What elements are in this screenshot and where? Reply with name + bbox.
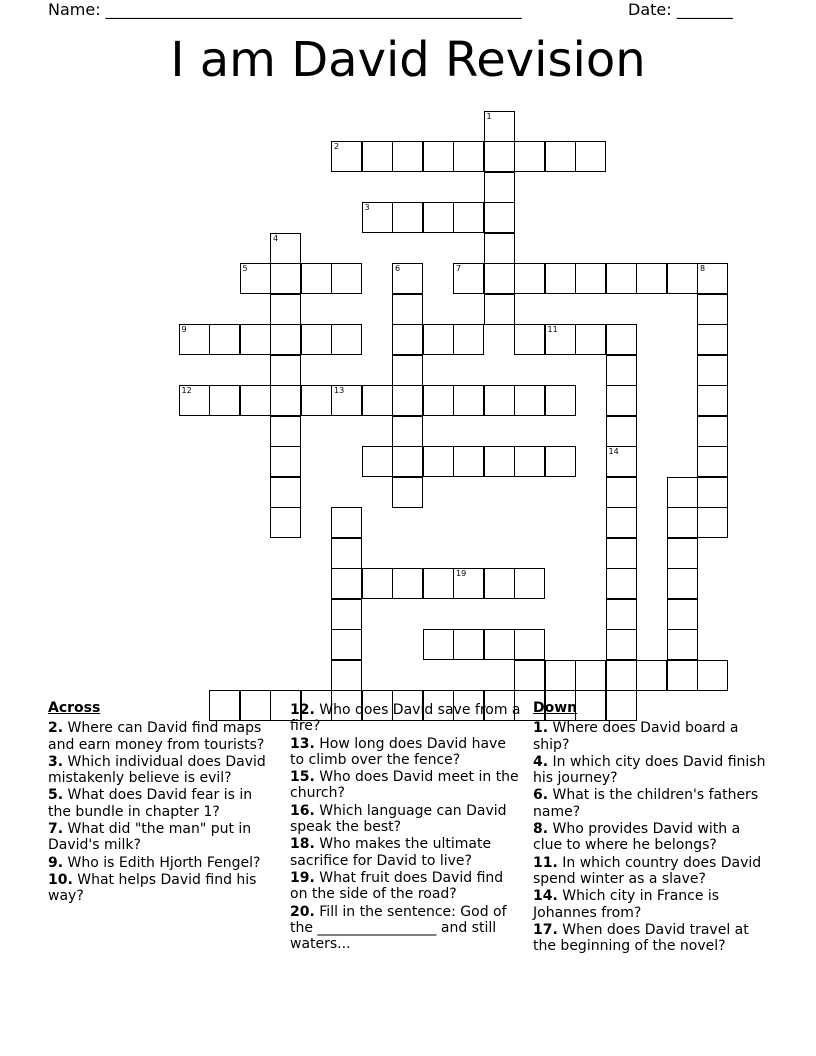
grid-cell[interactable]	[362, 141, 393, 172]
grid-cell[interactable]	[545, 263, 576, 294]
clue-down-6: 6. What is the children's fathers name?	[533, 787, 759, 820]
clue-down-1: 1. Where does David board a ship?	[533, 720, 739, 753]
grid-cell[interactable]	[423, 568, 454, 599]
grid-cell[interactable]	[331, 629, 362, 660]
clue-number: 14	[608, 447, 619, 456]
grid-cell[interactable]	[697, 507, 728, 538]
grid-cell[interactable]	[331, 568, 362, 599]
grid-cell[interactable]	[514, 446, 545, 477]
grid-cell[interactable]	[545, 141, 576, 172]
grid-cell[interactable]	[331, 385, 362, 416]
grid-cell[interactable]	[209, 324, 240, 355]
grid-cell[interactable]	[484, 263, 515, 294]
grid-cell[interactable]	[179, 324, 210, 355]
clue-number: 4	[273, 233, 279, 243]
grid-cell[interactable]	[697, 446, 728, 477]
grid-cell[interactable]	[484, 141, 515, 172]
grid-cell[interactable]	[453, 141, 484, 172]
clue-number: 2	[334, 142, 340, 151]
across-heading: Across	[48, 700, 101, 716]
clue-across-5: 5. What does David fear is in the bundle in chapter 1?	[48, 787, 253, 820]
grid-cell[interactable]	[240, 385, 271, 416]
grid-cell[interactable]	[270, 233, 301, 264]
clue-number: 11	[547, 325, 558, 334]
grid-cell[interactable]	[697, 294, 728, 325]
grid-cell[interactable]	[697, 324, 728, 355]
clue-across-16: 16. Which language can David speak the best?	[290, 802, 507, 836]
grid-cell[interactable]	[667, 660, 698, 691]
grid-cell[interactable]	[453, 324, 484, 355]
grid-cell[interactable]	[453, 629, 484, 660]
grid-cell[interactable]	[606, 599, 637, 630]
grid-cell[interactable]	[240, 324, 271, 355]
grid-cell[interactable]	[606, 355, 637, 386]
grid-cell[interactable]	[636, 660, 667, 691]
grid-cell[interactable]	[392, 202, 423, 233]
clue-across-12: 12. Who does David save from a fire?	[290, 702, 521, 735]
grid-cell[interactable]	[606, 660, 637, 691]
clue-number: 5	[242, 264, 248, 273]
grid-cell[interactable]	[423, 141, 454, 172]
page-title: I am David Revision	[170, 32, 646, 88]
grid-cell[interactable]	[697, 477, 728, 508]
grid-cell[interactable]	[575, 263, 606, 294]
grid-cell[interactable]	[392, 385, 423, 416]
grid-cell[interactable]	[179, 385, 210, 416]
grid-cell[interactable]	[514, 660, 545, 691]
grid-cell[interactable]	[331, 507, 362, 538]
grid-cell[interactable]	[697, 355, 728, 386]
clue-across-20: 20. Fill in the sentence: God of the _________________ and still waters...	[290, 903, 507, 953]
grid-cell[interactable]	[453, 263, 484, 294]
grid-cell[interactable]	[362, 568, 393, 599]
grid-cell[interactable]	[606, 507, 637, 538]
clue-down-17: 17. When does David travel at the beginning of the novel?	[533, 921, 749, 955]
clue-across-18: 18. Who makes the ultimate sacrifice for David to live?	[290, 836, 492, 869]
grid-cell[interactable]	[392, 263, 423, 294]
grid-cell[interactable]	[453, 202, 484, 233]
grid-cell[interactable]	[545, 446, 576, 477]
grid-cell[interactable]	[697, 385, 728, 416]
grid-cell[interactable]	[606, 263, 637, 294]
grid-cell[interactable]	[392, 141, 423, 172]
grid-cell[interactable]	[606, 538, 637, 569]
grid-cell[interactable]	[270, 324, 301, 355]
grid-cell[interactable]	[270, 446, 301, 477]
grid-cell[interactable]	[240, 263, 271, 294]
grid-cell[interactable]	[667, 263, 698, 294]
grid-cell[interactable]	[484, 233, 515, 264]
grid-cell[interactable]	[606, 629, 637, 660]
grid-cell[interactable]	[270, 416, 301, 447]
clue-number: 1	[486, 111, 492, 121]
clue-number: 13	[334, 386, 345, 395]
grid-cell[interactable]	[362, 446, 393, 477]
grid-cell[interactable]	[392, 324, 423, 355]
clue-across-2: 2. Where can David find maps and earn money from tourists?	[48, 720, 265, 753]
clue-number: 8	[700, 264, 706, 273]
grid-cell[interactable]	[484, 202, 515, 233]
grid-cell[interactable]	[667, 538, 698, 569]
grid-cell[interactable]	[301, 385, 332, 416]
date-field-label: Date: _______	[628, 0, 733, 19]
grid-cell[interactable]	[362, 202, 393, 233]
grid-cell[interactable]	[331, 660, 362, 691]
grid-cell[interactable]	[514, 568, 545, 599]
grid-cell[interactable]	[606, 446, 637, 477]
grid-cell[interactable]	[453, 446, 484, 477]
down-clues-column	[533, 700, 768, 955]
grid-cell[interactable]	[362, 385, 393, 416]
grid-cell[interactable]	[301, 324, 332, 355]
clue-number: 9	[181, 325, 187, 334]
grid-cell[interactable]	[331, 599, 362, 630]
grid-cell[interactable]	[575, 324, 606, 355]
grid-cell[interactable]	[606, 477, 637, 508]
grid-cell[interactable]	[697, 660, 728, 691]
grid-cell[interactable]	[667, 629, 698, 660]
grid-cell[interactable]	[514, 263, 545, 294]
grid-cell[interactable]	[209, 385, 240, 416]
grid-cell[interactable]	[392, 294, 423, 325]
grid-cell[interactable]	[636, 263, 667, 294]
down-heading: Down	[533, 700, 578, 716]
grid-cell[interactable]	[331, 538, 362, 569]
grid-cell[interactable]	[667, 599, 698, 630]
grid-cell[interactable]	[575, 660, 606, 691]
grid-cell[interactable]	[667, 477, 698, 508]
grid-cell[interactable]	[423, 202, 454, 233]
grid-cell[interactable]	[575, 141, 606, 172]
clue-down-4: 4. In which city does David finish his journey?	[533, 753, 766, 787]
grid-cell[interactable]	[667, 507, 698, 538]
grid-cell[interactable]	[514, 385, 545, 416]
grid-cell[interactable]	[606, 416, 637, 447]
grid-cell[interactable]	[484, 111, 515, 142]
grid-cell[interactable]	[270, 385, 301, 416]
clue-down-11: 11. In which country does David spend winter as a slave?	[533, 854, 762, 887]
grid-cell[interactable]	[606, 385, 637, 416]
grid-cell[interactable]	[270, 355, 301, 386]
clue-across-10: 10. What helps David find his way?	[48, 871, 257, 905]
grid-cell[interactable]	[423, 629, 454, 660]
grid-cell[interactable]	[270, 263, 301, 294]
clue-number: 3	[364, 203, 370, 212]
grid-cell[interactable]	[697, 263, 728, 294]
grid-cell[interactable]	[270, 477, 301, 508]
clue-across-9: 9. Who is Edith Hjorth Fengel?	[48, 854, 261, 871]
grid-cell[interactable]	[270, 507, 301, 538]
grid-cell[interactable]	[423, 324, 454, 355]
grid-cell[interactable]	[423, 446, 454, 477]
clue-down-8: 8. Who provides David with a clue to where he belongs?	[533, 821, 741, 854]
clue-number: 12	[181, 386, 192, 395]
clue-number: 19	[456, 569, 467, 578]
grid-cell[interactable]	[606, 568, 637, 599]
grid-cell[interactable]	[392, 568, 423, 599]
grid-cell[interactable]	[331, 141, 362, 172]
grid-cell[interactable]	[606, 324, 637, 355]
clue-number: 7	[456, 264, 462, 273]
grid-cell[interactable]	[423, 385, 454, 416]
name-field-label: Name: ____________________________________________________	[48, 0, 522, 19]
clue-across-7: 7. What did "the man" put in David's milk?	[48, 821, 252, 854]
grid-cell[interactable]	[514, 629, 545, 660]
clue-across-15: 15. Who does David meet in the church?	[290, 769, 519, 802]
grid-cell[interactable]	[484, 629, 515, 660]
grid-cell[interactable]	[514, 324, 545, 355]
grid-cell[interactable]	[453, 568, 484, 599]
grid-cell[interactable]	[392, 477, 423, 508]
clue-across-3: 3. Which individual does David mistakenly believe is evil?	[48, 753, 266, 787]
grid-cell[interactable]	[484, 172, 515, 203]
grid-cell[interactable]	[392, 355, 423, 386]
clue-across-13: 13. How long does David have to climb over the fence?	[290, 735, 506, 768]
clue-down-14: 14. Which city in France is Johannes from?	[533, 888, 720, 921]
grid-cell[interactable]	[301, 263, 332, 294]
grid-cell[interactable]	[514, 141, 545, 172]
grid-cell[interactable]	[545, 324, 576, 355]
clue-across-19: 19. What fruit does David find on the side of the road?	[290, 869, 504, 903]
grid-cell[interactable]	[484, 385, 515, 416]
grid-cell[interactable]	[697, 416, 728, 447]
grid-cell[interactable]	[545, 660, 576, 691]
grid-cell[interactable]	[331, 324, 362, 355]
grid-cell[interactable]	[667, 568, 698, 599]
grid-cell[interactable]	[331, 263, 362, 294]
clue-number: 6	[395, 264, 401, 273]
grid-cell[interactable]	[270, 294, 301, 325]
grid-cell[interactable]	[453, 385, 484, 416]
grid-cell[interactable]	[545, 385, 576, 416]
across-clues-column-1	[48, 700, 273, 906]
grid-cell[interactable]	[484, 294, 515, 325]
grid-cell[interactable]	[484, 446, 515, 477]
grid-cell[interactable]	[484, 568, 515, 599]
grid-cell[interactable]	[392, 416, 423, 447]
across-clues-column-2	[290, 702, 522, 953]
grid-cell[interactable]	[392, 446, 423, 477]
